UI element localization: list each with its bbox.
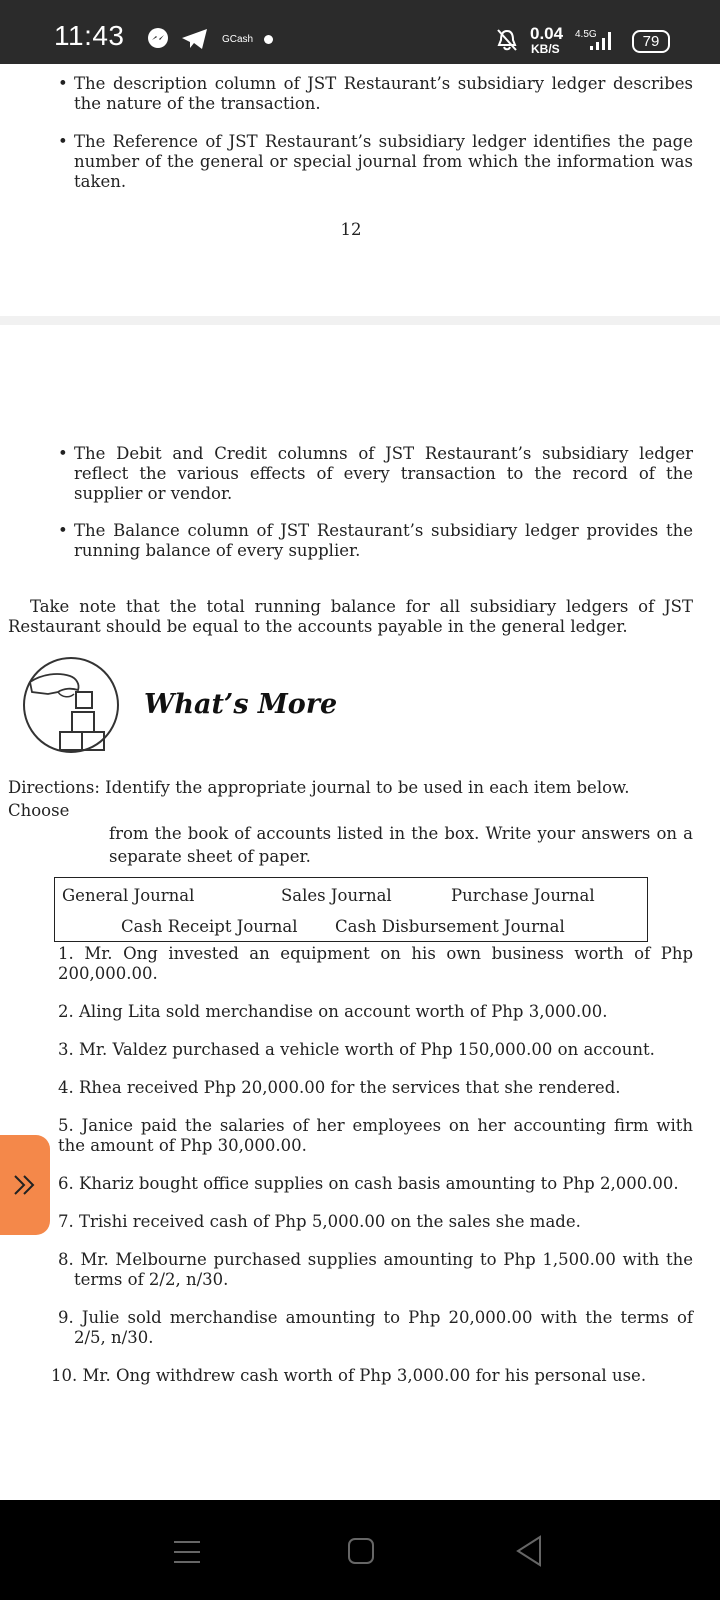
journal-options-box xyxy=(54,877,648,942)
bullet-item: • The Reference of JST Restaurant’s subsidiary ledger identifies the page number of the general or special journal from which the information was taken. xyxy=(58,132,693,191)
list-item: 1. Mr. Ong invested an equipment on his own business worth of Php 200,000.00. xyxy=(58,944,694,983)
menu-icon[interactable] xyxy=(172,1538,202,1566)
list-item: 5. Janice paid the salaries of her employees on her accounting firm with the amount of Php 30,000.00. xyxy=(58,1116,694,1155)
bullet-item: • The Balance column of JST Restaurant’s subsidiary ledger provides the running balance of every supplier. xyxy=(58,521,693,560)
bullet-item: • The Debit and Credit columns of JST Restaurant’s subsidiary ledger reflect the various effects of every transaction to the record of the supplier or vendor. xyxy=(58,444,693,503)
list-item: 7. Trishi received cash of Php 5,000.00 on the sales she made. xyxy=(58,1212,581,1231)
expand-panel-button[interactable] xyxy=(0,1135,50,1235)
network-speed-value: 0.04 xyxy=(530,24,564,43)
bullet-item: • The description column of JST Restaurant’s subsidiary ledger describes the nature of the transaction. xyxy=(58,74,693,113)
directions-text: Identify the appropriate journal to be used in each item below. Choose xyxy=(8,778,630,820)
muted-bell-icon xyxy=(496,28,518,52)
journal-option: Sales Journal xyxy=(281,886,392,905)
hand-stacking-blocks-icon xyxy=(18,652,126,756)
list-item: 4. Rhea received Php 20,000.00 for the services that she rendered. xyxy=(58,1078,621,1097)
page-number: 12 xyxy=(340,220,362,239)
section-title: What’s More xyxy=(144,689,338,720)
directions-label: Directions: xyxy=(8,778,100,797)
network-type: 4.5G xyxy=(575,29,597,40)
telegram-icon xyxy=(181,28,209,50)
list-item: 6. Khariz bought office supplies on cash basis amounting to Php 2,000.00. xyxy=(58,1174,679,1193)
page-divider xyxy=(0,316,720,325)
list-item: 8. Mr. Melbourne purchased supplies amounting to Php 1,500.00 with the terms of 2/2, n/30. xyxy=(58,1250,693,1289)
list-item: 10. Mr. Ong withdrew cash worth of Php 3,000.00 for his personal use. xyxy=(51,1366,647,1385)
journal-option: Cash Receipt Journal xyxy=(121,917,298,936)
gcash-label: GCash xyxy=(222,34,254,45)
status-bar xyxy=(0,0,720,64)
directions xyxy=(8,776,693,868)
navigation-bar xyxy=(0,1500,720,1600)
journal-option: General Journal xyxy=(62,886,195,905)
double-chevron-right-icon xyxy=(12,1173,38,1197)
journal-option: Purchase Journal xyxy=(451,886,595,905)
home-icon[interactable] xyxy=(346,1536,376,1566)
battery-indicator: 79 xyxy=(632,30,670,53)
status-time: 11:43 xyxy=(54,20,125,51)
messenger-icon xyxy=(146,27,170,51)
network-speed-unit: KB/S xyxy=(531,42,560,56)
list-item: 2. Aling Lita sold merchandise on account worth of Php 3,000.00. xyxy=(58,1002,608,1021)
list-item: 9. Julie sold merchandise amounting to Php 20,000.00 with the terms of 2/5, n/30. xyxy=(58,1308,693,1347)
back-icon[interactable] xyxy=(514,1534,544,1568)
list-item: 3. Mr. Valdez purchased a vehicle worth of Php 150,000.00 on account. xyxy=(58,1040,655,1059)
notification-dot xyxy=(264,35,273,44)
signal-icon xyxy=(588,28,616,52)
journal-option: Cash Disbursement Journal xyxy=(335,917,565,936)
directions-text-continued: from the book of accounts listed in the box. Write your answers on a separate sheet of paper. xyxy=(109,824,693,866)
note-paragraph: Take note that the total running balance for all subsidiary ledgers of JST Restaurant should be equal to the accounts payable in the general ledger. xyxy=(8,597,693,636)
